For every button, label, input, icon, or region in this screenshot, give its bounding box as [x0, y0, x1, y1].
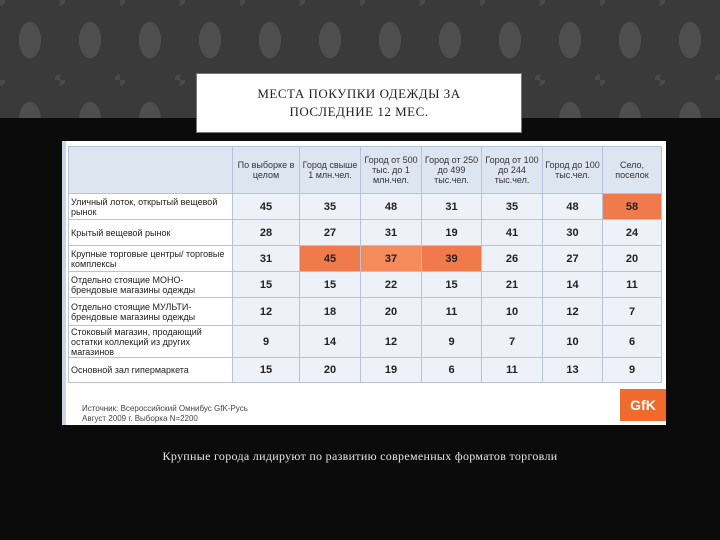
table-cell: 48	[543, 194, 603, 220]
row-label: Отдельно стоящие МОНО-брендовые магазины одежды	[69, 272, 233, 298]
table-cell: 19	[422, 220, 482, 246]
table-row	[69, 194, 662, 220]
table-cell: 11	[422, 298, 482, 326]
row-label: Отдельно стоящие МУЛЬТИ-брендовые магазины одежды	[69, 298, 233, 326]
gfk-logo: GfK	[620, 389, 666, 421]
slide-title-box	[196, 73, 522, 133]
table-cell: 9	[603, 358, 662, 383]
table-cell: 22	[361, 272, 422, 298]
header-cell: Город до 100 тыс.чел.	[543, 147, 603, 194]
header-cell: Город от 100 до 244 тыс.чел.	[482, 147, 543, 194]
table-cell: 48	[361, 194, 422, 220]
table-cell: 6	[603, 326, 662, 358]
table-cell: 7	[603, 298, 662, 326]
purchase-places-table	[68, 146, 662, 383]
table-row	[69, 246, 662, 272]
table-cell: 20	[300, 358, 361, 383]
table-cell: 12	[361, 326, 422, 358]
table-cell: 10	[543, 326, 603, 358]
row-label: Крытый вещевой рынок	[69, 220, 233, 246]
table-cell: 24	[603, 220, 662, 246]
table-cell: 20	[603, 246, 662, 272]
table-cell: 11	[603, 272, 662, 298]
row-label: Крупные торговые центры/ торговые комплексы	[69, 246, 233, 272]
table-cell: 15	[233, 272, 300, 298]
table-cell: 45	[233, 194, 300, 220]
row-label: Основной зал гипермаркета	[69, 358, 233, 383]
table-cell: 28	[233, 220, 300, 246]
table-cell: 10	[482, 298, 543, 326]
table-cell-highlighted: 45	[300, 246, 361, 272]
source-line: Источник: Всероссийский Омнибус GfK-Русь	[82, 404, 248, 413]
table-cell: 35	[482, 194, 543, 220]
header-cell: Город от 250 до 499 тыс.чел.	[422, 147, 482, 194]
table-cell: 41	[482, 220, 543, 246]
table-cell: 27	[300, 220, 361, 246]
table-header-row	[69, 147, 662, 194]
table-cell: 31	[361, 220, 422, 246]
table-row	[69, 272, 662, 298]
slide-title: МЕСТА ПОКУПКИ ОДЕЖДЫ ЗА ПОСЛЕДНИЕ 12 МЕС.	[257, 86, 461, 119]
table-cell-highlighted: 58	[603, 194, 662, 220]
table-row	[69, 326, 662, 358]
table-cell: 21	[482, 272, 543, 298]
table-cell: 20	[361, 298, 422, 326]
table-cell: 31	[233, 246, 300, 272]
table-cell: 12	[233, 298, 300, 326]
table-cell: 14	[543, 272, 603, 298]
row-label: Уличный лоток, открытый вещевой рынок	[69, 194, 233, 220]
header-cell: По выборке в целом	[233, 147, 300, 194]
table-cell: 6	[422, 358, 482, 383]
table-cell: 15	[300, 272, 361, 298]
table-cell-highlighted: 37	[361, 246, 422, 272]
table-cell: 30	[543, 220, 603, 246]
table-cell: 27	[543, 246, 603, 272]
table-cell: 19	[361, 358, 422, 383]
header-cell: Город от 500 тыс. до 1 млн.чел.	[361, 147, 422, 194]
source-line: Август 2009 г. Выборка N=2200	[82, 414, 198, 423]
table-cell: 9	[422, 326, 482, 358]
table-cell: 9	[233, 326, 300, 358]
source-note	[82, 404, 382, 424]
table-cell: 18	[300, 298, 361, 326]
table-cell: 15	[233, 358, 300, 383]
table-cell: 26	[482, 246, 543, 272]
header-cell	[69, 147, 233, 194]
table-cell: 35	[300, 194, 361, 220]
table-cell: 14	[300, 326, 361, 358]
table-row	[69, 358, 662, 383]
header-cell: Город свыше 1 млн.чел.	[300, 147, 361, 194]
table-row	[69, 220, 662, 246]
table-cell: 13	[543, 358, 603, 383]
table-row	[69, 298, 662, 326]
table-cell-highlighted: 39	[422, 246, 482, 272]
slide-caption: Крупные города лидируют по развитию современных форматов торговли	[162, 449, 558, 463]
header-cell: Село, поселок	[603, 147, 662, 194]
table-left-strip	[62, 141, 66, 425]
table-cell: 11	[482, 358, 543, 383]
table-cell: 12	[543, 298, 603, 326]
table-cell: 7	[482, 326, 543, 358]
table-cell: 31	[422, 194, 482, 220]
table-cell: 15	[422, 272, 482, 298]
row-label: Стоковый магазин, продающий остатки коллекций из других магазинов	[69, 326, 233, 358]
